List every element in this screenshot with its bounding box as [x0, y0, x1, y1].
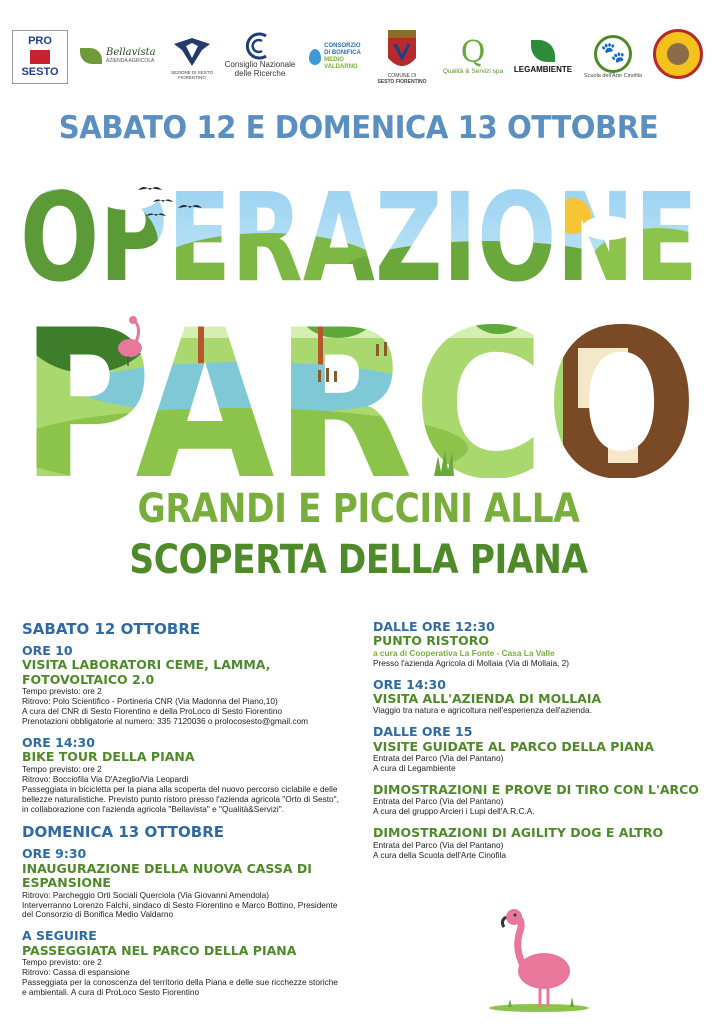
event-detail: Ritrovo: Polo Scientifico - Portineria CNR (Via Madonna del Piano,10) — [22, 696, 278, 707]
event-detail: Entrata del Parco (Via del Pantano) — [373, 796, 504, 807]
legambiente-text: LEGAMBIENTE — [513, 64, 573, 74]
comune-text-1: COMUNE DI — [387, 73, 417, 80]
cinofila-text: Scuola dell'Arte Cinofila — [584, 72, 642, 79]
cai-logo — [166, 30, 218, 86]
event-title: PUNTO RISTORO — [373, 633, 489, 649]
program-event — [22, 736, 342, 815]
event-time: DALLE ORE 12:30 — [373, 619, 495, 634]
event-detail: Entrata del Parco (Via del Pantano) — [373, 753, 504, 764]
event-detail: Presso l'azienda Agricola di Mollaia (Via di Mollaia, 2) — [373, 657, 570, 668]
cnr-icon — [244, 32, 276, 60]
consorzio-text-2: DI BONIFICA — [324, 50, 361, 57]
cai-eagle-icon — [172, 36, 212, 70]
event-time: ORE 10 — [22, 643, 73, 658]
event-time: ORE 14:30 — [22, 734, 95, 750]
cinofila-logo — [580, 26, 646, 88]
event-detail: Passeggiata in bicicletta per la piana alla scoperta del nuovo percorso ciclabile e delle bellezze naturalistiche. Previsto punto ristoro presso l'azienda agricola "Orto di Sesto", in collaborazione con l'azienda agricola "Bellavista" e "Qualità&Servizi". — [22, 783, 339, 814]
flamingo-icon — [484, 907, 594, 1015]
saturday-heading: SABATO 12 OTTOBRE — [22, 620, 201, 638]
event-detail: Ritrovo: Parcheggio Orti Sociali Querciola (Via Giovanni Amendola) — [22, 889, 270, 900]
program-right-column — [373, 620, 703, 870]
event-title: INAUGURAZIONE DELLA NUOVA CASSA DI ESPANSIONE — [22, 860, 312, 891]
program-event — [22, 929, 342, 998]
program-event — [373, 783, 703, 817]
program-event — [373, 620, 703, 669]
paw-icon: 🐾 — [600, 42, 626, 65]
consorzio-text-3: MEDIO — [324, 57, 344, 63]
program-left-column — [22, 620, 342, 1007]
event-time: A SEGUIRE — [22, 928, 97, 944]
event-detail: Entrata del Parco (Via del Pantano) — [373, 839, 504, 850]
proloco-shield — [30, 50, 50, 64]
event-detail: A cura della Scuola dell'Arte Cinofila — [373, 849, 507, 860]
event-detail: A cura del gruppo Arcieri i Lupi dell'A.R.C.A. — [373, 806, 535, 817]
event-title: BIKE TOUR DELLA PIANA — [22, 749, 195, 765]
event-dates-title: SABATO 12 E DOMENICA 13 OTTOBRE — [58, 110, 659, 146]
program-event — [22, 847, 342, 920]
event-detail: Tempo previsto: ore 2 — [22, 686, 102, 697]
subtitle-line-1: GRANDI E PICCINI ALLA — [137, 486, 580, 532]
consorzio-text-4: VALDARNO — [324, 63, 358, 70]
arcieri-logo — [650, 26, 706, 82]
qualita-text: Qualità & Servizi spa — [442, 68, 504, 76]
comune-logo — [374, 24, 430, 92]
event-detail: Prenotazioni obbligatorie al numero: 335 7120036 o prolocosesto@gmail.com — [22, 715, 309, 726]
bellavista-sub: AZIENDA AGRICOLA — [106, 57, 155, 64]
event-detail: A cura del CNR di Sesto Fiorentino e della ProLoco di Sesto Fiorentino — [22, 706, 283, 717]
subtitle-line-2: SCOPERTA DELLA PIANA — [129, 537, 588, 583]
event-title: VISITA LABORATORI CEME, LAMMA, FOTOVOLTAICO 2.0 — [22, 657, 271, 687]
cinofila-paw-badge — [594, 35, 632, 73]
event-detail: Interverranno Lorenzo Falchi, sindaco di Sesto Fiorentino e Marco Bottino, Presidente del Consorzio di Bonifica Medio Valdarno — [22, 899, 338, 920]
event-detail: Passeggiata per la conoscenza del territorio della Piana e delle sue ricchezze storiche e ambientali. A cura di ProLoco Sesto Fiorentino — [22, 977, 338, 998]
proloco-logo-text-top: PRO — [28, 35, 52, 48]
event-detail: A cura di Legambiente — [373, 763, 456, 774]
proloco-logo-text-bottom: SESTO — [21, 66, 59, 78]
event-title: DIMOSTRAZIONI DI AGILITY DOG E ALTRO — [373, 825, 664, 841]
event-title: VISITA ALL'AZIENDA DI MOLLAIA — [373, 691, 602, 707]
event-detail: Viaggio tra natura e agricoltura nell'esperienza dell'azienda. — [373, 705, 592, 716]
legambiente-leaf-icon — [531, 40, 555, 62]
event-title: PASSEGGIATA NEL PARCO DELLA PIANA — [22, 942, 297, 958]
bellavista-name: Bellavista — [106, 47, 156, 59]
sponsor-logos — [0, 0, 717, 100]
event-organizer: a cura di Cooperativa La Fonte - Casa La Valle — [373, 647, 555, 658]
event-title: DIMOSTRAZIONI E PROVE DI TIRO CON L'ARCO — [373, 782, 699, 798]
event-title: VISITE GUIDATE AL PARCO DELLA PIANA — [373, 738, 654, 754]
consorzio-drop-icon — [309, 49, 321, 65]
consorzio-text-1: CONSORZIO — [324, 43, 361, 50]
sunday-heading: DOMENICA 13 OTTOBRE — [22, 823, 224, 842]
main-title-graphic — [18, 158, 700, 478]
legambiente-logo — [510, 32, 576, 82]
bellavista-logo — [80, 38, 160, 74]
program-event — [373, 678, 703, 717]
cai-text: SEZIONE DI SESTO FIORENTINO — [171, 69, 213, 80]
event-time: DALLE ORE 15 — [373, 724, 473, 740]
event-detail: Ritrovo: Cassa di espansione — [22, 967, 130, 978]
program-event — [22, 644, 342, 727]
event-detail: Ritrovo: Bocciofila Via D'Azeglio/Via Leopardi — [22, 773, 189, 784]
title-parco-fill — [18, 263, 700, 478]
consorzio-logo — [302, 36, 368, 78]
program-event — [373, 725, 703, 774]
comune-crest-icon — [385, 30, 419, 74]
cnr-logo — [222, 26, 298, 84]
qualita-q-icon: Q — [460, 35, 486, 71]
proloco-logo — [12, 30, 68, 84]
qualita-logo — [437, 30, 509, 84]
event-time: ORE 9:30 — [22, 846, 87, 862]
program-event — [373, 826, 703, 860]
cnr-text-2: delle Ricerche — [234, 69, 286, 78]
arcieri-badge-icon — [653, 29, 703, 79]
event-time: ORE 14:30 — [373, 676, 446, 692]
wolf-icon — [667, 43, 689, 65]
bellavista-leaf-icon — [80, 48, 102, 64]
event-detail: Tempo previsto: ore 2 — [22, 763, 102, 774]
consorzio-text — [324, 43, 361, 71]
cnr-text-1: Consiglio Nazionale — [224, 59, 296, 69]
bellavista-logo-text — [106, 47, 156, 64]
comune-text-2: SESTO FIORENTINO — [377, 79, 427, 85]
event-detail: Tempo previsto: ore 2 — [22, 957, 102, 968]
